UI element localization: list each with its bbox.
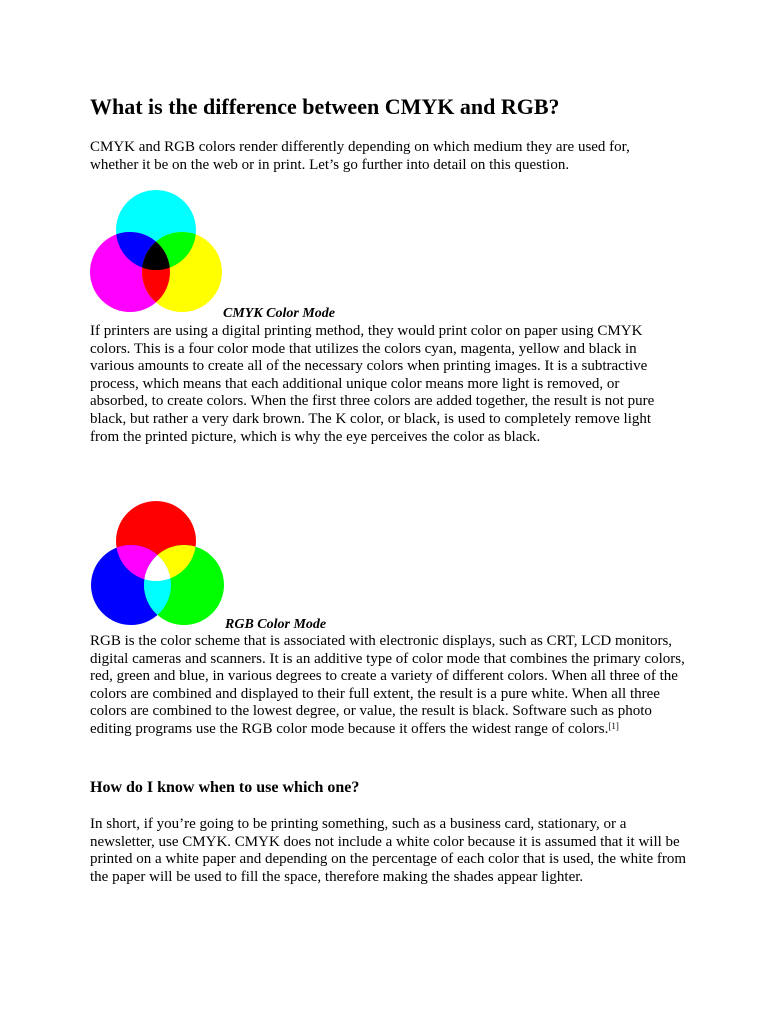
rgb-caption: RGB Color Mode — [225, 617, 327, 632]
cmyk-venn-diagram — [90, 190, 226, 322]
rgb-paragraph — [90, 633, 690, 739]
cmyk-caption: CMYK Color Mode — [223, 306, 336, 321]
intro-paragraph: CMYK and RGB colors render differently depending on which medium they are used for, whether it be on the web or in print. Let’s go further into detail on this question. — [90, 139, 630, 173]
footnote-link[interactable]: [1] — [608, 720, 619, 731]
rgb-paragraph-text: RGB is the color scheme that is associated with electronic displays, such as CRT, LCD monitors, digital cameras and scanners. It is an additive type of color mode that combines the primary colors, red, green and blue, in various degrees to create a variety of different colors. When all three of the colors are combined and displayed to their full extent, the result is a pure white. When all three colors are combined to the lowest degree, or value, the result is black. Software such as photo editing programs use the RGB color mode because it offers the widest range of colors. — [90, 633, 685, 737]
section-heading: How do I know when to use which one? — [90, 779, 360, 796]
rgb-venn-diagram — [90, 500, 228, 634]
page-title: What is the difference between CMYK and RGB? — [90, 94, 560, 119]
section-paragraph: In short, if you’re going to be printing something, such as a business card, stationary, or a newsletter, use CMYK. CMYK does not include a white color because it is assumed that it will be printed on a white paper and depending on the percentage of each color that is used, the white from the paper will be used to fill the space, therefore making the shades appear lighter. — [90, 816, 687, 885]
cmyk-paragraph: If printers are using a digital printing method, they would print color on paper using CMYK colors. This is a four color mode that utilizes the colors cyan, magenta, yellow and black in various amounts to create all of the necessary colors when printing images. It is a subtractive process, which means that each additional unique color means more light is removed, or absorbed, to create colors. When the first three colors are added together, the result is not pure black, but rather a very dark brown. The K color, or black, is used to completely remove light from the printed picture, which is why the eye perceives the color as black. — [90, 323, 655, 445]
